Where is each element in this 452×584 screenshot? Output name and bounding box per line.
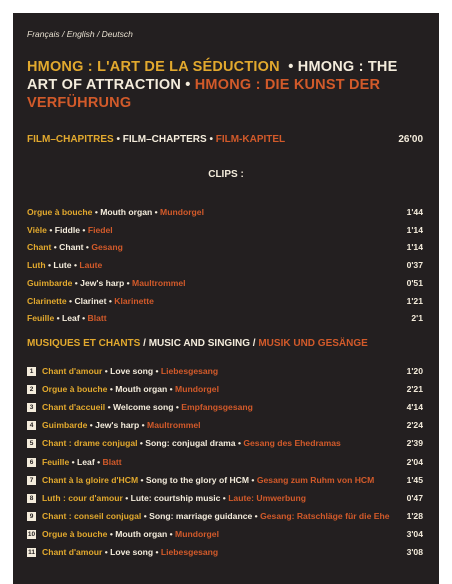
track-row[interactable] [27,493,423,503]
bullet: • [169,528,173,539]
language-list [27,29,133,39]
bullet: • [107,402,111,413]
track-title-german: Empfangsgesang [181,402,253,413]
track-title-english: Song to the glory of HCM [145,474,250,485]
track-title-german: Laute: Umwerbung [228,492,307,503]
track-title-french: Guimbarde [42,420,88,431]
track-title-french: Orgue à bouche [42,384,108,395]
clip-title-french: Feuille [27,313,55,324]
track-title-german: Maultrommel [147,420,201,431]
track-title-french: Luth : cour d'amour [42,492,123,503]
clip-title-german: Mundorgel [160,207,204,217]
bullet: • [104,547,108,557]
track-number: 7 [27,476,36,485]
track-title-english: Song: conjugal drama [145,438,236,449]
track-row[interactable] [27,366,423,376]
track-row[interactable] [27,547,423,557]
bullet: • [53,242,57,253]
lang-french: Français [27,29,60,39]
track-title-english: Welcome song [112,402,174,413]
track-title-english: Lute: courtship music [130,492,221,503]
clip-row[interactable] [27,296,423,306]
track-row[interactable] [27,384,423,394]
bullet: • [140,474,144,485]
bullet: • [97,456,101,467]
music-english: MUSIC AND SINGING [148,338,250,349]
track-duration: 1'28 [406,510,423,521]
lang-english: English [66,29,95,39]
track-title-english: Leaf [77,456,95,467]
title-english: HMONG : THE ART OF ATTRACTION [27,59,398,93]
clip-duration: 1'14 [406,242,423,253]
bullet: • [73,260,77,271]
bullet: • [175,402,179,413]
bullet: • [209,134,213,145]
clip-row[interactable] [27,260,423,270]
bullet: • [82,313,86,324]
title-german: HMONG : DIE KUNST DER VERFÜHRUNG [27,77,381,111]
track-row[interactable] [27,438,423,448]
track-title-french: Feuille [42,456,70,467]
track-number: 4 [27,421,36,430]
clip-duration: 0'37 [406,260,423,271]
clip-title-english: Lute [53,260,72,271]
track-title-english: Mouth organ [115,384,168,395]
track-duration: 2'04 [406,456,423,467]
clip-title-english: Mouth organ [100,207,153,217]
track-title-french: Chant à la gloire d'HCM [42,474,139,485]
clip-title-german: Gesang [91,242,123,253]
track-title-german: Mundorgel [175,384,219,395]
track-title-german: Gesang des Ehedramas [243,438,341,449]
clip-title-french: Luth [27,260,46,271]
bullet: • [74,277,78,288]
track-title-german: Gesang: Ratschläge für die Ehe [260,510,390,521]
music-french: MUSIQUES ET CHANTS [27,338,141,349]
track-title-german: Blatt [102,456,122,467]
clip-row[interactable] [27,225,423,235]
clip-title-english: Leaf [62,313,80,324]
clip-title-english: Clarinet [74,295,107,306]
chapters-english: FILM–CHAPTERS [122,134,207,145]
track-row[interactable] [27,511,423,521]
bullet: • [109,528,113,539]
track-title-english: Love song [110,547,154,557]
track-row[interactable] [27,475,423,485]
bullet: • [109,384,113,395]
bullet: • [85,242,89,253]
track-number: 2 [27,385,36,394]
track-duration: 2'21 [406,384,423,395]
track-duration: 4'14 [406,402,423,413]
bullet: • [251,474,255,485]
track-row[interactable] [27,529,423,539]
track-title-english: Song: marriage guidance [149,510,253,521]
clip-title-french: Vièle [27,224,47,235]
bullet: • [116,134,120,145]
bullet: • [126,277,130,288]
track-number: 10 [27,530,36,538]
chapters-french: FILM–CHAPITRES [27,134,114,145]
music-heading [27,338,368,349]
track-title-german: Liebesgesang [160,547,219,557]
track-duration: 2'24 [406,420,423,431]
bullet: • [69,295,73,306]
bullet: • [108,295,112,306]
bullet: • [143,510,147,521]
clips-heading: CLIPS : [208,169,244,180]
track-row[interactable] [27,457,423,467]
track-duration: 1'45 [406,474,423,485]
clip-row[interactable] [27,313,423,323]
clip-title-german: Maultrommel [132,277,186,288]
track-duration: 0'47 [406,492,423,503]
track-duration: 2'39 [406,438,423,449]
track-title-french: Orgue à bouche [42,528,108,539]
lang-separator: / [59,29,67,39]
lang-german: Deutsch [101,29,133,39]
clip-title-german: Fiedel [87,224,113,235]
clip-title-french: Chant [27,242,52,253]
bullet: • [82,224,86,235]
film-chapters-row [27,134,423,145]
clip-duration: 1'14 [406,224,423,235]
track-number: 1 [27,367,36,376]
track-number: 6 [27,458,36,467]
clip-duration: 0'51 [406,277,423,288]
track-duration: 3'04 [406,528,423,539]
clip-title-german: Blatt [87,313,107,324]
booklet-page [13,13,439,584]
track-title-french: Chant d'amour [42,366,103,376]
bullet: • [104,366,108,376]
title-bullet: • [185,77,191,93]
track-title-german: Mundorgel [175,528,219,539]
page-title [27,58,422,112]
track-title-french: Chant d'amour [42,547,103,557]
track-duration: 1'20 [406,366,423,376]
chapters-german: FILM-KAPITEL [215,134,286,145]
title-bullet: • [288,59,294,75]
bullet: • [155,366,159,376]
lang-separator: / [94,29,102,39]
bullet: • [154,207,158,217]
track-title-english: Love song [110,366,154,376]
music-separator: / [140,338,149,349]
clip-duration: 1'21 [406,295,423,306]
clip-title-english: Chant [59,242,84,253]
bullet: • [49,224,53,235]
title-french: HMONG : L'ART DE LA SÉDUCTION [27,59,280,75]
chapters-duration: 26'00 [398,134,423,145]
bullet: • [94,207,98,217]
bullet: • [139,438,143,449]
bullet: • [237,438,241,449]
bullet: • [125,492,129,503]
track-title-german: Liebesgesang [160,366,219,376]
track-title-english: Mouth organ [115,528,168,539]
track-number: 11 [28,549,35,556]
track-title-french: Chant d'accueil [42,402,106,413]
bullet: • [48,260,52,271]
clip-duration: 1'44 [406,207,423,217]
track-title-french: Chant : drame conjugal [42,438,138,449]
music-german: MUSIK UND GESÄNGE [258,338,368,349]
clip-title-french: Guimbarde [27,277,73,288]
clip-title-german: Laute [79,260,103,271]
clip-title-german: Klarinette [114,295,154,306]
bullet: • [89,420,93,431]
clip-title-french: Clarinette [27,295,67,306]
clip-duration: 2'1 [411,313,423,324]
clip-row[interactable] [27,207,423,217]
bullet: • [169,384,173,395]
music-separator: / [250,338,259,349]
track-number: 3 [27,403,36,412]
bullet: • [155,547,159,557]
clip-title-french: Orgue à bouche [27,207,93,217]
clip-row[interactable] [27,242,423,252]
track-number: 8 [27,494,36,503]
track-row[interactable] [27,402,423,412]
clip-row[interactable] [27,278,423,288]
track-title-english: Jew's harp [95,420,140,431]
bullet: • [71,456,75,467]
bullet: • [56,313,60,324]
clip-title-english: Fiddle [54,224,81,235]
track-title-german: Gesang zum Ruhm von HCM [256,474,375,485]
bullet: • [222,492,226,503]
track-duration: 3'08 [406,547,423,557]
clip-title-english: Jew's harp [80,277,125,288]
track-number: 5 [27,439,36,448]
track-number: 9 [27,512,36,521]
track-row[interactable] [27,420,423,430]
bullet: • [141,420,145,431]
bullet: • [254,510,258,521]
track-title-french: Chant : conseil conjugal [42,510,142,521]
